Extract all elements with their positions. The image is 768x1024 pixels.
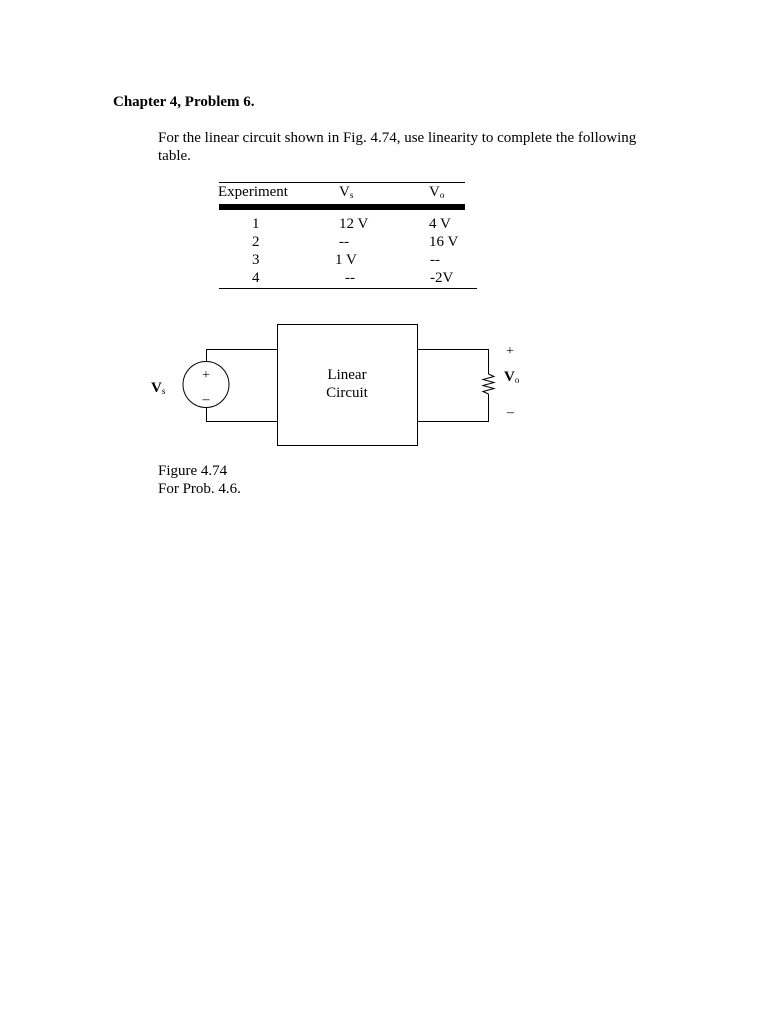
- source-label-main: V: [151, 380, 162, 396]
- box-label-line1: Linear: [327, 367, 367, 383]
- figure-caption-subtitle: For Prob. 4.6.: [158, 481, 241, 497]
- row-1-vo: 4 V: [429, 216, 451, 232]
- load-resistor-icon: [483, 374, 494, 394]
- source-plus-sign: +: [202, 368, 210, 383]
- row-1-experiment: 1: [252, 216, 260, 232]
- output-label-sub: o: [514, 375, 520, 385]
- row-3-vo: --: [430, 252, 440, 268]
- output-wire-top: [418, 350, 489, 375]
- row-4-vs: --: [345, 270, 355, 286]
- row-4-vo: -2V: [430, 270, 454, 286]
- output-minus-sign: –: [507, 405, 514, 420]
- row-2-vs: --: [339, 234, 349, 250]
- row-3-experiment: 3: [252, 252, 260, 268]
- input-wire-bottom: [207, 408, 278, 422]
- header-experiment: Experiment: [218, 184, 288, 200]
- output-wire-bottom: [418, 394, 489, 422]
- box-label-line2: Circuit: [326, 385, 368, 401]
- figure-caption: [158, 462, 241, 498]
- output-label-main: V: [504, 369, 515, 385]
- header-vo-sub: o: [439, 190, 445, 200]
- figure-caption-title: Figure 4.74: [158, 463, 228, 479]
- problem-statement: For the linear circuit shown in Fig. 4.74, use linearity to complete the following table.: [158, 130, 637, 164]
- problem-heading: Chapter 4, Problem 6.: [113, 94, 255, 110]
- output-plus-sign: +: [506, 344, 514, 359]
- row-4-experiment: 4: [252, 270, 260, 286]
- source-minus-sign: –: [202, 392, 210, 407]
- header-vs-sub: s: [349, 190, 354, 200]
- row-3-vs: 1 V: [335, 252, 357, 268]
- header-vo-main: V: [429, 184, 440, 200]
- row-2-vo: 16 V: [429, 234, 459, 250]
- header-vs-main: V: [339, 184, 350, 200]
- output-label: [504, 369, 520, 385]
- row-1-vs: 12 V: [339, 216, 369, 232]
- source-label-sub: s: [161, 386, 166, 396]
- source-label: [151, 380, 166, 396]
- input-wire-top: [207, 350, 278, 362]
- row-2-experiment: 2: [252, 234, 260, 250]
